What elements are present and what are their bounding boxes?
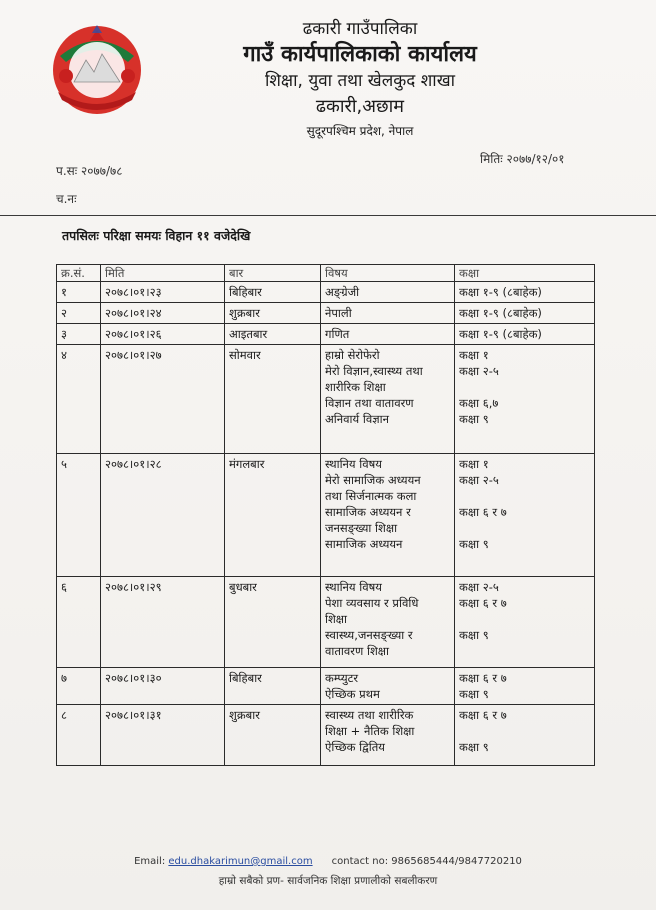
cell-day: सोमवार <box>225 345 321 454</box>
subject-line: मेरो सामाजिक अध्ययन <box>325 473 421 487</box>
table-row <box>57 577 595 668</box>
table-row <box>57 282 595 303</box>
cell-day: शुक्रबार <box>225 705 321 766</box>
cell-day: शुक्रबार <box>225 303 321 324</box>
table-row <box>57 345 595 454</box>
branch-name: शिक्षा, युवा तथा खेलकुद शाखा <box>264 71 456 91</box>
subject-line: स्वास्थ्य,जनसङ्ख्या र <box>325 628 413 642</box>
cell-subjects <box>321 345 455 454</box>
email-label: Email: <box>134 856 166 867</box>
header-divider <box>0 215 656 216</box>
cell-day: बुधबार <box>225 577 321 668</box>
contact-label: contact no: <box>331 856 389 867</box>
table-row <box>57 324 595 345</box>
col-header-class: कक्षा <box>455 265 595 282</box>
cell-classes <box>455 705 595 766</box>
subject-line: गणित <box>325 327 350 341</box>
col-header-subject: विषय <box>321 265 455 282</box>
cell-date: २०७८।०१।२४ <box>101 303 225 324</box>
class-line: कक्षा २-५ <box>459 364 499 378</box>
subject-line: स्थानिय विषय <box>325 457 382 471</box>
subject-line: सामाजिक अध्ययन र <box>325 505 411 519</box>
class-line: कक्षा २-५ <box>459 473 499 487</box>
contact-line <box>0 856 656 867</box>
subject-line: विज्ञान तथा वातावरण <box>325 396 414 410</box>
cell-sn: १ <box>57 282 101 303</box>
table-row <box>57 705 595 766</box>
class-line <box>459 379 590 395</box>
class-line: कक्षा ६ र ७ <box>459 505 507 519</box>
table-row <box>57 668 595 705</box>
office-location: ढकारी,अछाम <box>315 96 405 117</box>
cell-date: २०७८।०१।२३ <box>101 282 225 303</box>
class-line: कक्षा १ <box>459 457 489 471</box>
exam-time-subject: तपसिलः परिक्षा समयः विहान ११ वजेदेखि <box>62 228 251 243</box>
table-header-row <box>57 265 595 282</box>
subject-line: ऐच्छिक द्वितिय <box>325 740 385 754</box>
contact-value: 9865685444/9847720210 <box>391 856 522 867</box>
subject-line: जनसङ्ख्या शिक्षा <box>325 521 398 535</box>
cell-subjects <box>321 668 455 705</box>
class-line: कक्षा ६,७ <box>459 396 499 410</box>
subject-line: स्थानिय विषय <box>325 580 382 594</box>
cell-date: २०७८।०१।२६ <box>101 324 225 345</box>
class-line <box>459 723 590 739</box>
cell-day: मंगलबार <box>225 454 321 577</box>
class-line: कक्षा ९ <box>459 412 489 426</box>
table-row <box>57 303 595 324</box>
subject-line: स्वास्थ्य तथा शारीरिक <box>325 708 414 722</box>
cell-day: बिहिबार <box>225 282 321 303</box>
cell-sn: ६ <box>57 577 101 668</box>
class-line: कक्षा ६ र ७ <box>459 596 507 610</box>
province-country: सुदूरपश्चिम प्रदेश, नेपाल <box>306 124 414 138</box>
municipality-name: ढकारी गाउँपालिका <box>302 19 418 39</box>
class-line: कक्षा ९ <box>459 628 489 642</box>
cell-day: आइतबार <box>225 324 321 345</box>
cell-subjects <box>321 577 455 668</box>
col-header-sn: क्र.सं. <box>57 265 101 282</box>
class-line: कक्षा ९ <box>459 740 489 754</box>
class-line: कक्षा २-५ <box>459 580 499 594</box>
cell-date: २०७८।०१।२७ <box>101 345 225 454</box>
cell-classes <box>455 345 595 454</box>
cell-sn: ५ <box>57 454 101 577</box>
date-label: मितिः <box>480 152 503 166</box>
class-line <box>459 520 590 536</box>
class-line: कक्षा १-९ (८बाहेक) <box>459 285 542 299</box>
cell-sn: ७ <box>57 668 101 705</box>
subject-line: शारीरिक शिक्षा <box>325 380 386 394</box>
date-value: २०७७/१२/०१ <box>506 152 565 166</box>
cell-date: २०७८।०१।३० <box>101 668 225 705</box>
subject-line: सामाजिक अध्ययन <box>325 537 403 551</box>
cell-subjects <box>321 705 455 766</box>
subject-line: अनिवार्य विज्ञान <box>325 412 389 426</box>
motto: हाम्रो सबैको प्रण- सार्वजनिक शिक्षा प्रणालीको सबलीकरण <box>218 875 438 887</box>
letter-date <box>480 150 565 167</box>
cell-classes <box>455 668 595 705</box>
cell-sn: ८ <box>57 705 101 766</box>
table-row <box>57 454 595 577</box>
office-name: गाउँ कार्यपालिकाको कार्यालय <box>243 42 477 67</box>
class-line: कक्षा १-९ (८बाहेक) <box>459 306 542 320</box>
class-line: कक्षा ९ <box>459 687 489 701</box>
class-line: कक्षा १-९ (८बाहेक) <box>459 327 542 341</box>
class-line: कक्षा १ <box>459 348 489 362</box>
chalani-number <box>56 190 77 207</box>
cell-subjects <box>321 282 455 303</box>
subject-line: शिक्षा + नैतिक शिक्षा <box>325 724 415 738</box>
subject-line: वातावरण शिक्षा <box>325 644 389 658</box>
cell-subjects <box>321 454 455 577</box>
cell-subjects <box>321 303 455 324</box>
cell-sn: २ <box>57 303 101 324</box>
subject-line: मेरो विज्ञान,स्वास्थ्य तथा <box>325 364 423 378</box>
email-link[interactable]: edu.dhakarimun@gmail.com <box>168 856 313 867</box>
cell-classes <box>455 282 595 303</box>
chalani-label: च.नः <box>56 192 77 206</box>
exam-schedule-table <box>56 264 595 766</box>
cell-classes <box>455 324 595 345</box>
class-line <box>459 488 590 504</box>
cell-day: बिहिबार <box>225 668 321 705</box>
subject-line: पेशा व्यवसाय र प्रविधि <box>325 596 419 610</box>
cell-date: २०७८।०१।३१ <box>101 705 225 766</box>
subject-line: शिक्षा <box>325 612 348 626</box>
patra-label: प.सः <box>56 164 78 178</box>
subject-line: ऐच्छिक प्रथम <box>325 687 380 701</box>
patra-sankhya <box>56 162 122 179</box>
cell-sn: ४ <box>57 345 101 454</box>
nepal-emblem-icon <box>44 20 150 118</box>
subject-line: तथा सिर्जनात्मक कला <box>325 489 417 503</box>
cell-classes <box>455 303 595 324</box>
cell-date: २०७८।०१।२८ <box>101 454 225 577</box>
col-header-day: बार <box>225 265 321 282</box>
class-line <box>459 611 590 627</box>
subject-line: कम्प्युटर <box>325 671 359 685</box>
cell-classes <box>455 454 595 577</box>
class-line <box>459 643 590 659</box>
class-line: कक्षा ६ र ७ <box>459 671 507 685</box>
class-line: कक्षा ९ <box>459 537 489 551</box>
cell-classes <box>455 577 595 668</box>
patra-value: २०७७/७८ <box>81 164 123 178</box>
cell-subjects <box>321 324 455 345</box>
cell-sn: ३ <box>57 324 101 345</box>
subject-line: हाम्रो सेरोफेरो <box>325 348 380 362</box>
subject-line: नेपाली <box>325 306 352 320</box>
subject-line: अङ्ग्रेजी <box>325 285 360 299</box>
class-line: कक्षा ६ र ७ <box>459 708 507 722</box>
cell-date: २०७८।०१।२९ <box>101 577 225 668</box>
col-header-date: मिति <box>101 265 225 282</box>
